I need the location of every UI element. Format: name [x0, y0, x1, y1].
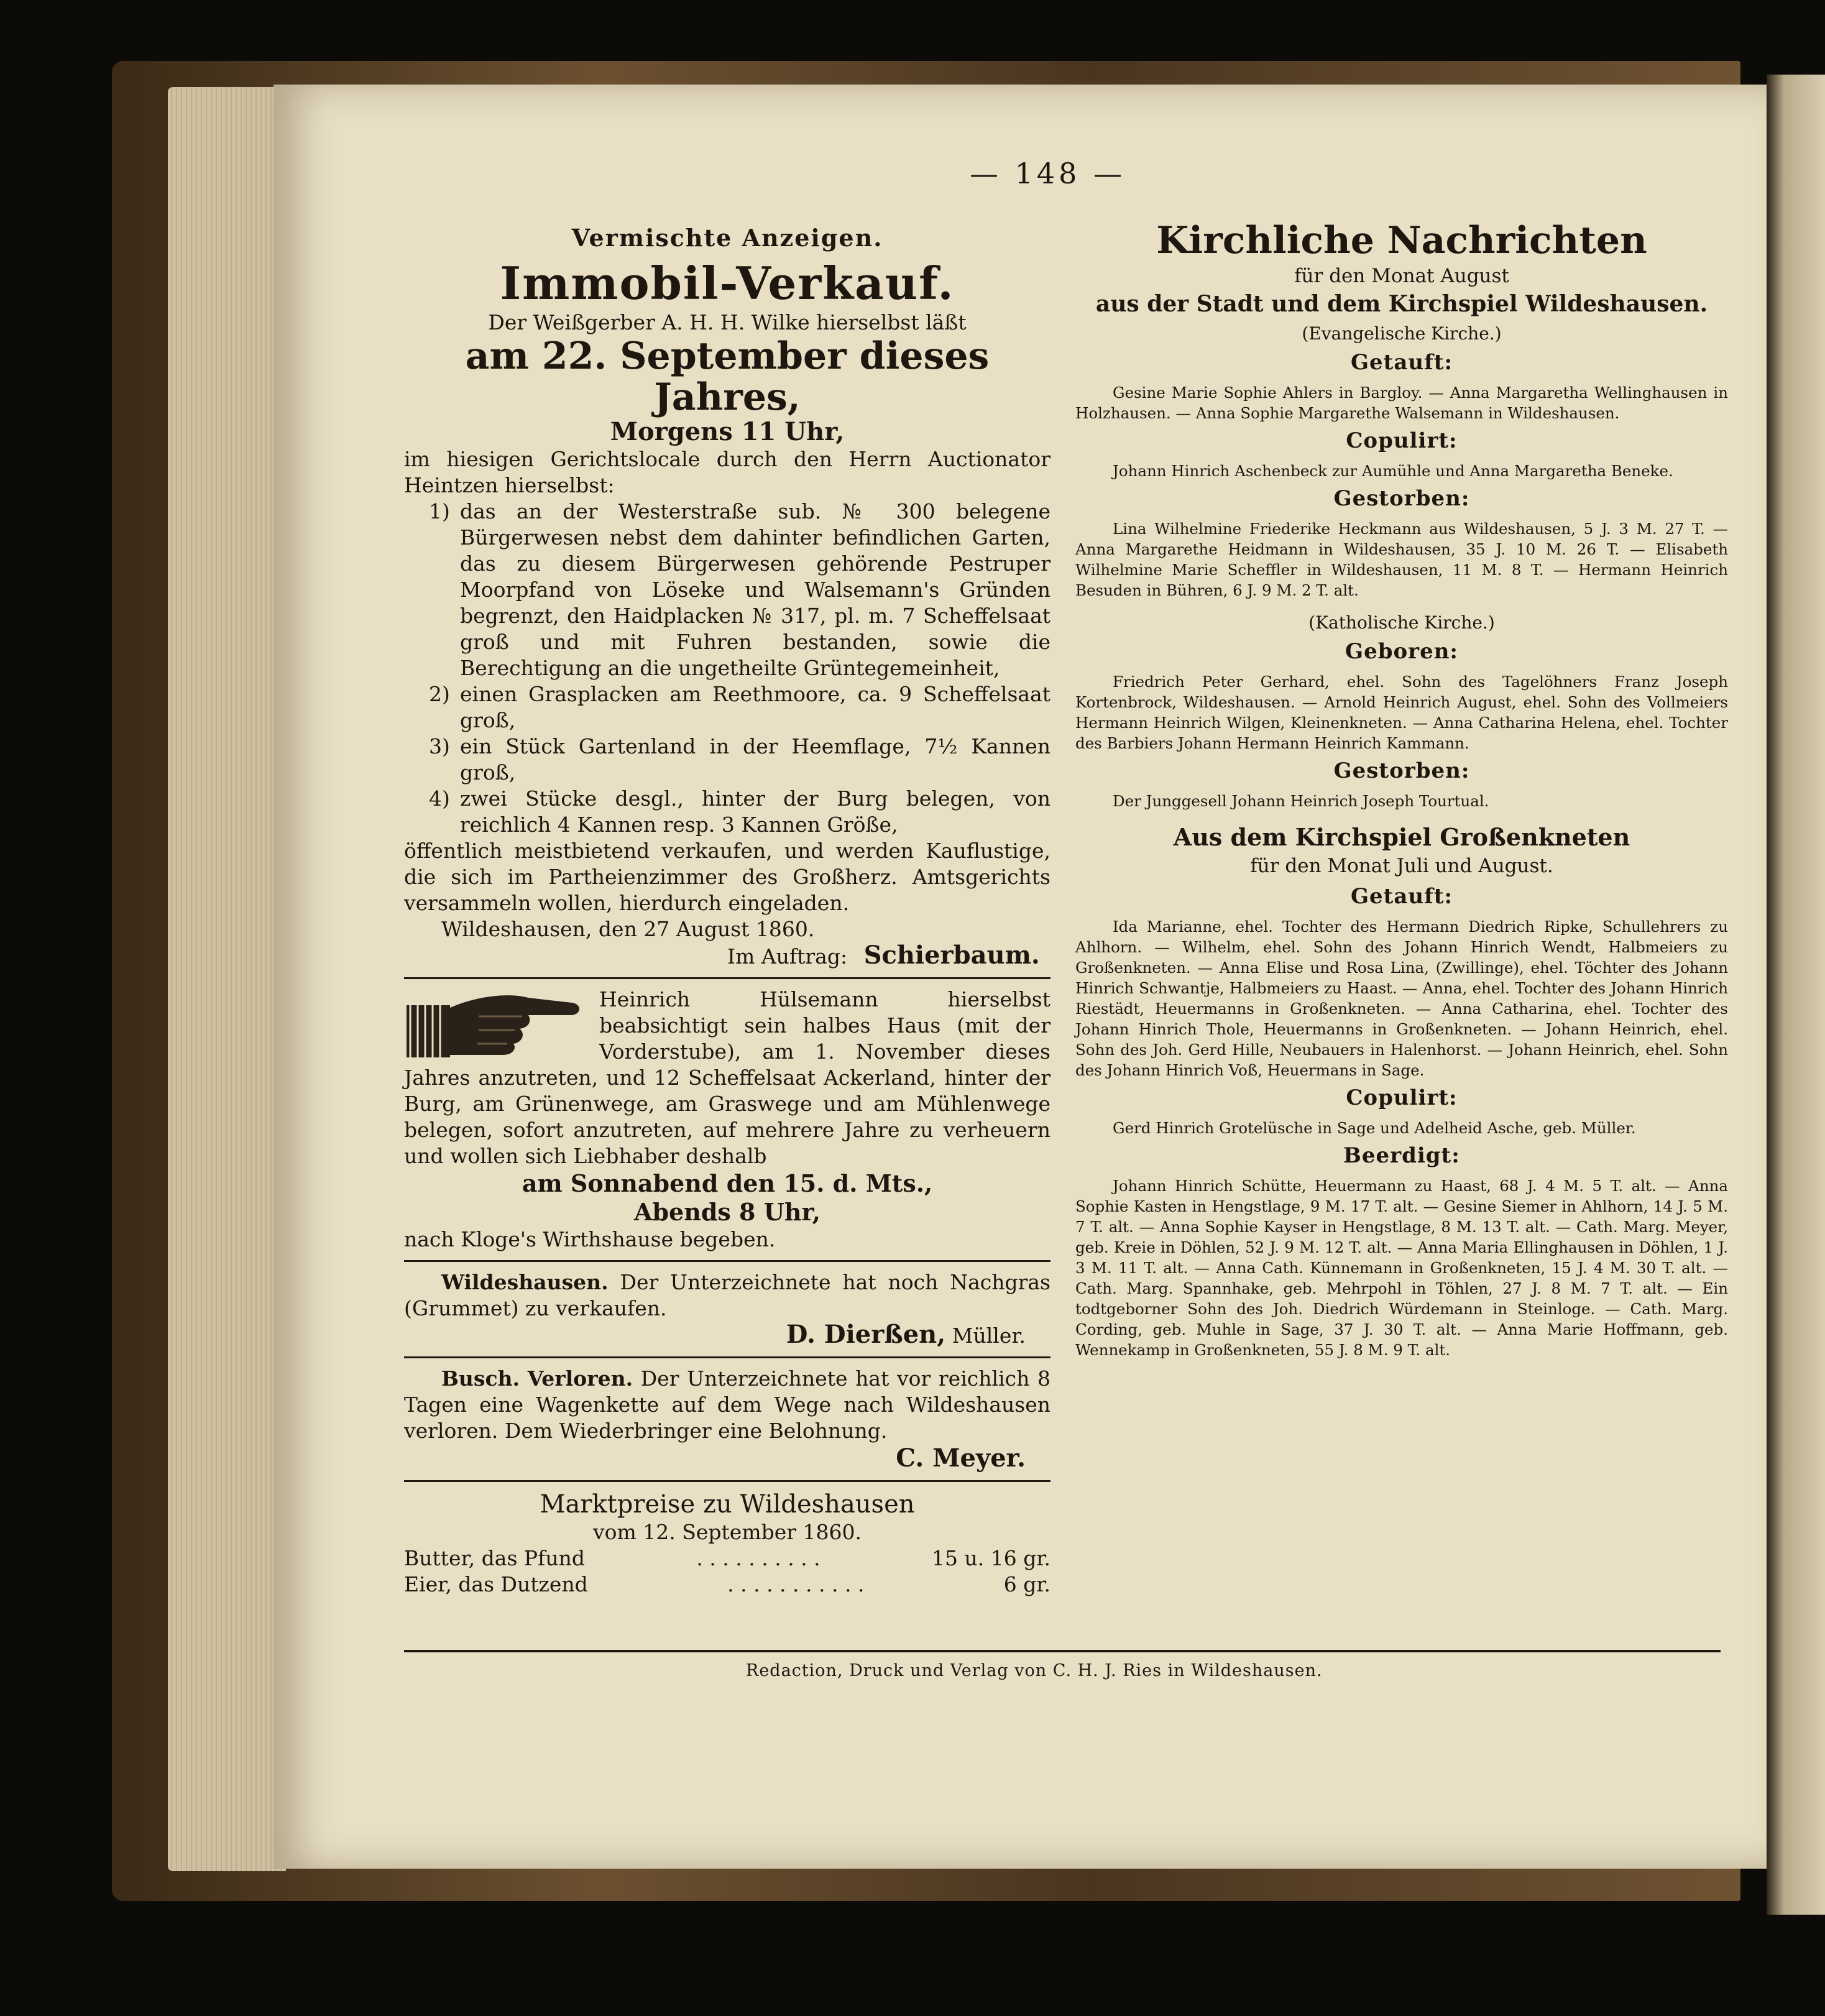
church-news-title: Kirchliche Nachrichten — [1156, 219, 1647, 262]
price-dots: . . . . . . . . . . . — [727, 1572, 865, 1596]
section-heading: Getauft: — [1350, 350, 1453, 375]
ad-text: Der Unterzeichnete hat noch Nachgras (Grummet) zu verkaufen. — [404, 1270, 1050, 1320]
section-text: Lina Wilhelmine Friederike Heckmann aus Wildeshausen, 5 J. 3 M. 27 T. — Anna Margarethe Heidmann in Wildeshausen, 35 J. 10 M. 26 T. — Elisabeth Wilhelmine Marie Scheffler in Wildeshausen, 11 M. 8 T. — Hermann Heinrich Besuden in Bühren, 6 J. 9 M. 2 T. alt. — [1075, 520, 1728, 599]
imprint: Redaction, Druck und Verlag von C. H. J. Ries in Wildeshausen. — [746, 1661, 1323, 1680]
section-heading: Getauft: — [1350, 884, 1453, 909]
section-title: Vermischte Anzeigen. — [571, 224, 883, 252]
ad-text: Der Unterzeichnete hat vor reichlich 8 Tagen eine Wagenkette auf dem Wege nach Wildeshausen verloren. Dem Wiederbringer eine Belohnung. — [404, 1366, 1050, 1443]
section-text: Johann Hinrich Aschenbeck zur Aumühle und Anna Margaretha Beneke. — [1113, 462, 1673, 480]
section-text: Friedrich Peter Gerhard, ehel. Sohn des Tagelöhners Franz Joseph Kortenbrock, Wildeshausen. — Arnold Heinrich August, ehel. Sohn des Vollmeiers Hermann Heinrich Wilgen, Kleinenkneten. — Anna Catharina Helena, ehel. Tochter des Barbiers Johann Hermann Heinrich Kammann. — [1075, 673, 1728, 752]
section-text: Ida Marianne, ehel. Tochter des Hermann Diedrich Ripke, Schullehrers zu Ahlhorn. — Wilhelm, ehel. Sohn des Johann Hinrich Wendt, Halbmeiers zu Großenkneten. — Anna Elise und Rosa Lina, (Zwillinge), ehel. Töchter des Johann Hinrich Schwantje, Halbmeiers zu Haast. — Anna, ehel. Tochter des Johann Hinrich Riestädt, Heuermanns in Großenkneten. — Anna Catharina, ehel. Tochter des Johann Hinrich Thole, Heuermanns in Großenkneten. — Johann Heinrich, ehel. Sohn des Joh. Gerd Hille, Neubauers in Halenhorst. — Johann Heinrich, ehel. Sohn des Johann Hinrich Voß, Heuermans in Sage. — [1075, 918, 1728, 1079]
price-item: Butter, das Pfund — [404, 1546, 585, 1570]
section-heading: Copulirt: — [1346, 1085, 1458, 1110]
signature-name: D. Dierßen, — [786, 1320, 946, 1349]
list-number: 2) — [429, 682, 450, 706]
section-heading: Gestorben: — [1333, 758, 1470, 783]
section-heading: Beerdigt: — [1343, 1143, 1460, 1168]
price-dots: . . . . . . . . . . — [696, 1546, 821, 1570]
price-row — [404, 1545, 1050, 1572]
ad-date: am Sonnabend den 15. d. Mts., — [522, 1169, 933, 1197]
divider — [404, 1260, 1050, 1262]
ad-place-date: Wildeshausen, den 27 August 1860. — [441, 917, 815, 941]
ad-dierssen — [404, 1269, 1050, 1322]
price-value: 6 gr. — [1003, 1572, 1050, 1596]
section-heading: Gestorben: — [1333, 486, 1470, 511]
list-number: 1) — [429, 499, 450, 523]
divider — [404, 977, 1050, 979]
signature-prefix: Im Auftrag: — [727, 944, 848, 969]
section-text: Der Junggesell Johann Heinrich Joseph Tourtual. — [1113, 792, 1489, 810]
section-text: Gerd Hinrich Grotelüsche in Sage und Adelheid Asche, geb. Müller. — [1113, 1119, 1636, 1137]
ad-paragraph: im hiesigen Gerichtslocale durch den Herrn Auctionator Heintzen hierselbst: — [404, 447, 1050, 497]
ad-intro: Der Weißgerber A. H. H. Wilke hierselbst läßt — [488, 310, 967, 334]
list-number: 3) — [429, 734, 450, 758]
list-item — [404, 499, 1050, 681]
ad-text: nach Kloge's Wirthshause begeben. — [404, 1227, 776, 1251]
price-item: Eier, das Dutzend — [404, 1572, 588, 1596]
section-text: Gesine Marie Sophie Ahlers in Bargloy. — Anna Margaretha Wellinghausen in Holzhausen. — Anna Sophie Margarethe Walsemann in Wildeshausen. — [1075, 384, 1728, 422]
list-number: 4) — [429, 786, 450, 811]
page-number: — 148 — — [970, 157, 1126, 190]
ad-signature — [404, 942, 1050, 970]
church-label: (Evangelische Kirche.) — [1302, 323, 1502, 344]
prices-subtitle: vom 12. September 1860. — [593, 1520, 862, 1544]
section-heading: Geboren: — [1345, 639, 1458, 664]
section-heading: Copulirt: — [1346, 428, 1458, 453]
ad-signature — [404, 1322, 1050, 1349]
ad-time: Morgens 11 Uhr, — [610, 417, 845, 446]
right-column — [1075, 218, 1728, 1360]
ad-verloren — [404, 1366, 1050, 1444]
left-column — [404, 224, 1050, 1598]
list-text: zwei Stücke desgl., hinter der Burg belegen, von reichlich 4 Kannen resp. 3 Kannen Größe, — [460, 786, 1050, 837]
divider — [404, 1356, 1050, 1358]
signature-name: C. Meyer. — [896, 1443, 1026, 1473]
list-item — [404, 734, 1050, 786]
signature-role: Müller. — [952, 1323, 1026, 1348]
list-text: einen Grasplacken am Reethmoore, ca. 9 Scheffelsaat groß, — [460, 682, 1050, 732]
ad-place: Wildeshausen. — [441, 1270, 609, 1294]
ad-title: Immobil-Verkauf. — [500, 257, 955, 310]
ad-time: Abends 8 Uhr, — [634, 1198, 821, 1226]
ad-head: Verloren. — [527, 1366, 633, 1391]
ad-huelsemann — [404, 987, 1050, 1169]
section-text: Johann Hinrich Schütte, Heuermann zu Haast, 68 J. 4 M. 5 T. alt. — Anna Sophie Kasten in Hengstlage, 9 M. 17 T. alt. — Gesine Siemer in Ahlhorn, 14 J. 5 M. 7 T. alt. — Anna Sophie Kayser in Hengstlage, 8 M. 13 T. alt. — Cath. Marg. Meyer, geb. Kreie in Döhlen, 52 J. 9 M. 12 T. alt. — Anna Maria Ellinghausen in Döhlen, 1 J. 3 M. 11 T. alt. — Anna Cath. Künnemann in Großenkneten, 15 J. 4 M. 30 T. alt. — Cath. Marg. Spannhake, geb. Mehrpohl in Töhlen, 27 J. 8 M. 7 T. alt. — Ein todtgeborner Sohn des Joh. Diedrich Würdemann in Steinloge. — Cath. Marg. Cording, geb. Muhle in Sage, 37 J. 30 T. alt. — Anna Marie Hoffmann, geb. Wennekamp in Großenkneten, 55 J. 8 M. 9 T. alt. — [1075, 1177, 1728, 1359]
ad-closing: öffentlich meistbietend verkaufen, und werden Kauflustige, die sich im Partheienzimmer des Großherz. Amtsgerichts versammeln wollen, hierdurch eingeladen. — [404, 839, 1050, 915]
list-text: ein Stück Gartenland in der Heemflage, 7½ Kannen groß, — [460, 734, 1050, 785]
pointing-hand-icon — [404, 987, 584, 1061]
price-row — [404, 1572, 1050, 1598]
parish-title: Aus dem Kirchspiel Großenkneten — [1173, 823, 1630, 851]
signature-name: Schierbaum. — [863, 941, 1040, 970]
church-label: (Katholische Kirche.) — [1308, 612, 1495, 633]
divider — [404, 1480, 1050, 1482]
list-item — [404, 786, 1050, 838]
ad-text: Heinrich Hülsemann hierselbst beabsichtigt sein halbes Haus (mit der Vorderstube), am 1. November dieses Jahres anzutreten, und 12 Scheffelsaat Ackerland, hinter der Burg, am Grünenwege, am Graswege und am Mühlenwege belegen, sofort anzutreten, auf mehrere Jahre zu verheuern und wollen sich Liebhaber deshalb — [404, 987, 1050, 1168]
ad-place: Busch. — [441, 1366, 520, 1391]
church-news-subtitle: für den Monat August — [1294, 265, 1509, 287]
price-value: 15 u. 16 gr. — [932, 1546, 1050, 1570]
list-item — [404, 681, 1050, 734]
parish-subtitle: für den Monat Juli und August. — [1250, 855, 1553, 877]
list-text: das an der Westerstraße sub. № 300 belegene Bürgerwesen nebst dem dahinter befindlichen Garten, das zu diesem Bürgerwesen gehörende Pestruper Moorpfand von Löseke und Walsemann's Gründen begrenzt, den Haidplacken № 317, pl. m. 7 Scheffelsaat groß und mit Fuhren bestanden, sowie die Berechtigung an die ungetheilte Grüntegemeinheit, — [460, 499, 1050, 680]
prices-title: Marktpreise zu Wildeshausen — [540, 1490, 915, 1519]
ad-date: am 22. September dieses Jahres, — [465, 334, 990, 419]
church-news-subtitle2: aus der Stadt und dem Kirchspiel Wildeshausen. — [1095, 291, 1708, 317]
footer-divider — [404, 1650, 1721, 1652]
